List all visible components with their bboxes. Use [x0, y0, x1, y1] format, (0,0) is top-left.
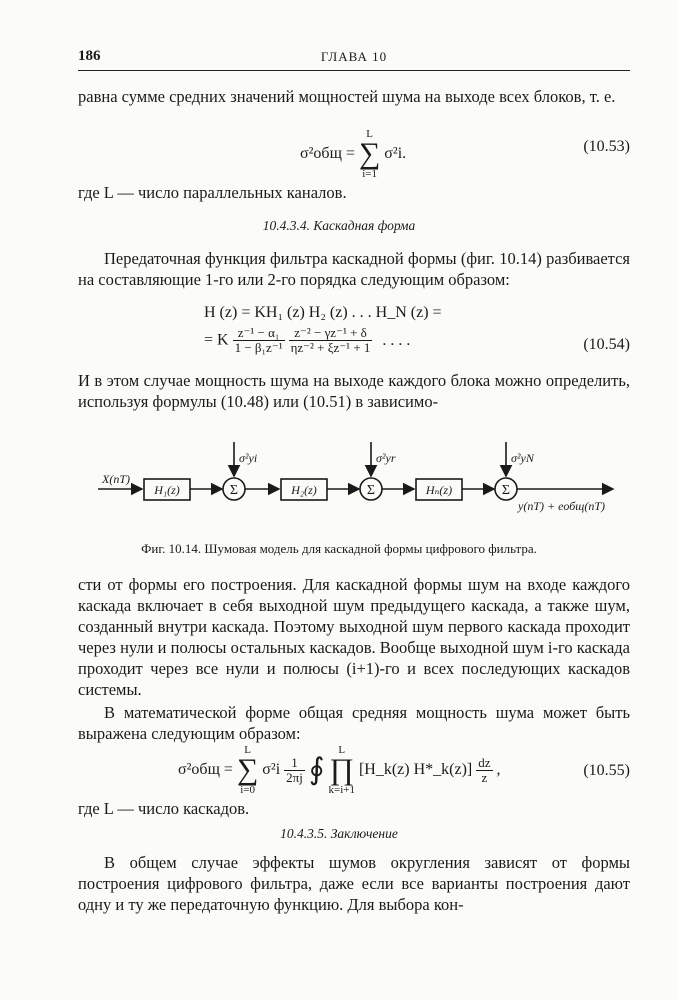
equation-10-53 — [78, 118, 630, 180]
paragraph-8: В общем случае эффекты шумов округления зависят от формы построения цифрового фильтра, даже если все варианты построения дают одну и ту же передаточную функцию. Для выбора кон- — [78, 853, 630, 914]
block-hn-label: Hₙ(z) — [425, 483, 453, 497]
eq53-lhs: σ²общ = — [300, 145, 355, 162]
chapter-title: ГЛАВА 10 — [320, 49, 388, 64]
section-heading-cascade: 10.4.3.4. Каскадная форма — [262, 218, 416, 233]
section-heading-conclusion: 10.4.3.5. Заключение — [280, 826, 398, 841]
eq53-sum-bottom: i=1 — [362, 168, 377, 180]
eq54-fraction-2 — [289, 326, 373, 355]
eq55-integrand: [H_k(z) H*_k(z)] — [358, 761, 473, 778]
eq55-dz-numerator: dz — [478, 754, 491, 770]
noise-label-3: σ²yN — [511, 451, 534, 465]
adder-2-symbol: Σ — [366, 483, 376, 498]
eq55-number: (10.55) — [583, 762, 630, 779]
adder-1-symbol: Σ — [229, 483, 239, 498]
page-number: 186 — [78, 48, 101, 64]
figure-caption: Фиг. 10.14. Шумовая модель для каскадной формы цифрового фильтра. — [141, 541, 537, 556]
block-h2-label: H₂(z) — [291, 483, 317, 497]
eq55-sum-bottom: i=0 — [240, 784, 255, 796]
adder-3-symbol: Σ — [501, 483, 511, 498]
eq54-frac1-denominator: 1 − β₁z⁻¹ — [234, 340, 283, 355]
eq54-number: (10.54) — [583, 336, 630, 353]
eq53-rhs: σ²i. — [384, 145, 407, 162]
noise-label-1: σ²yi — [239, 451, 258, 465]
eq53-sum — [359, 128, 380, 180]
eq55-prod-bottom: k=i+1 — [328, 784, 355, 796]
eq54-frac2-numerator: z⁻² − γz⁻¹ + δ — [294, 325, 367, 340]
eq55-prod-top: L — [338, 744, 346, 756]
block-h1-label: H₁(z) — [154, 483, 180, 497]
eq55-lhs: σ²общ = — [178, 761, 233, 778]
paragraph-6: В математической форме общая средняя мощность шума может быть выражена следующим образом: — [78, 703, 630, 743]
eq53-sum-top: L — [366, 128, 373, 140]
eq55-sigma: σ²i — [262, 761, 281, 778]
eq55-fraction — [284, 756, 305, 785]
output-label: y(nT) + eобщ(nT) — [518, 499, 606, 513]
sum-symbol: ∑ — [358, 137, 381, 170]
eq54-prefix: = K — [204, 331, 229, 349]
eq55-sum-top: L — [244, 744, 251, 756]
eq55-sum — [237, 744, 258, 796]
paragraph-5: сти от формы его построения. Для каскадной формы шум на входе каждого каскада включает в себя выходной шум предыдущего каскада, а также шум, созданный внутри каскада. Поэтому выходной шум первого каскада проходит через нули и полюсы остальных каскадов. Вообще выходной шум i-го каскада проходит через все нули и полюсы (i+1)-го и всех последующих каскадов системы. — [78, 575, 630, 699]
contour-integral-symbol: ∮ — [308, 753, 325, 786]
page-header — [78, 48, 630, 70]
paragraph-1: равна сумме средних значений мощностей шума на выходе всех блоков, т. е. — [78, 87, 616, 106]
eq55-body: σ²общ = L ∑ i=0 σ²i $\frac{1}{2\pi j}$ ∮ L ∏ k=i+1 [H_k(z) H*_k(z)] $\frac{dz}{z}$ , — [178, 744, 501, 796]
header-rule — [78, 70, 630, 71]
eq54-line2 — [204, 326, 410, 355]
input-label: X(nT) — [102, 472, 130, 486]
eq55-dz-denominator: z — [476, 770, 492, 785]
eq54-line1: H (z) = KH₁ (z) H₂ (z) . . . H_N (z) = — [204, 304, 442, 321]
paragraph-2: где L — число параллельных каналов. — [78, 183, 347, 202]
figure-10-14 — [98, 436, 628, 536]
eq54-dots: . . . . — [382, 331, 411, 349]
eq53-number: (10.53) — [583, 138, 630, 155]
eq54-fraction-1 — [233, 326, 285, 355]
eq54-frac2-denominator: ηz⁻² + ξz⁻¹ + 1 — [290, 340, 371, 355]
eq54-frac1-numerator: z⁻¹ − α₁ — [237, 325, 280, 340]
paragraph-3: Передаточная функция фильтра каскадной формы (фиг. 10.14) разбивается на составляющие 1-го или 2-го порядка следующим образом: — [78, 249, 630, 289]
paragraph-7: где L — число каскадов. — [78, 799, 250, 818]
noise-label-2: σ²yr — [376, 451, 396, 465]
eq55-frac-numerator: 1 — [291, 754, 298, 770]
equation-10-55 — [78, 744, 630, 802]
product-symbol: ∏ — [329, 753, 355, 786]
sum-symbol: ∑ — [236, 753, 259, 786]
paragraph-4: И в этом случае мощность шума на выходе каждого блока можно определить, используя формулы (10.48) или (10.51) в зависимо- — [78, 371, 630, 411]
eq55-dz-fraction — [476, 756, 492, 785]
equation-10-54 — [78, 304, 630, 366]
eq55-product — [329, 744, 355, 796]
eq55-frac-denominator: 2πj — [286, 769, 303, 785]
